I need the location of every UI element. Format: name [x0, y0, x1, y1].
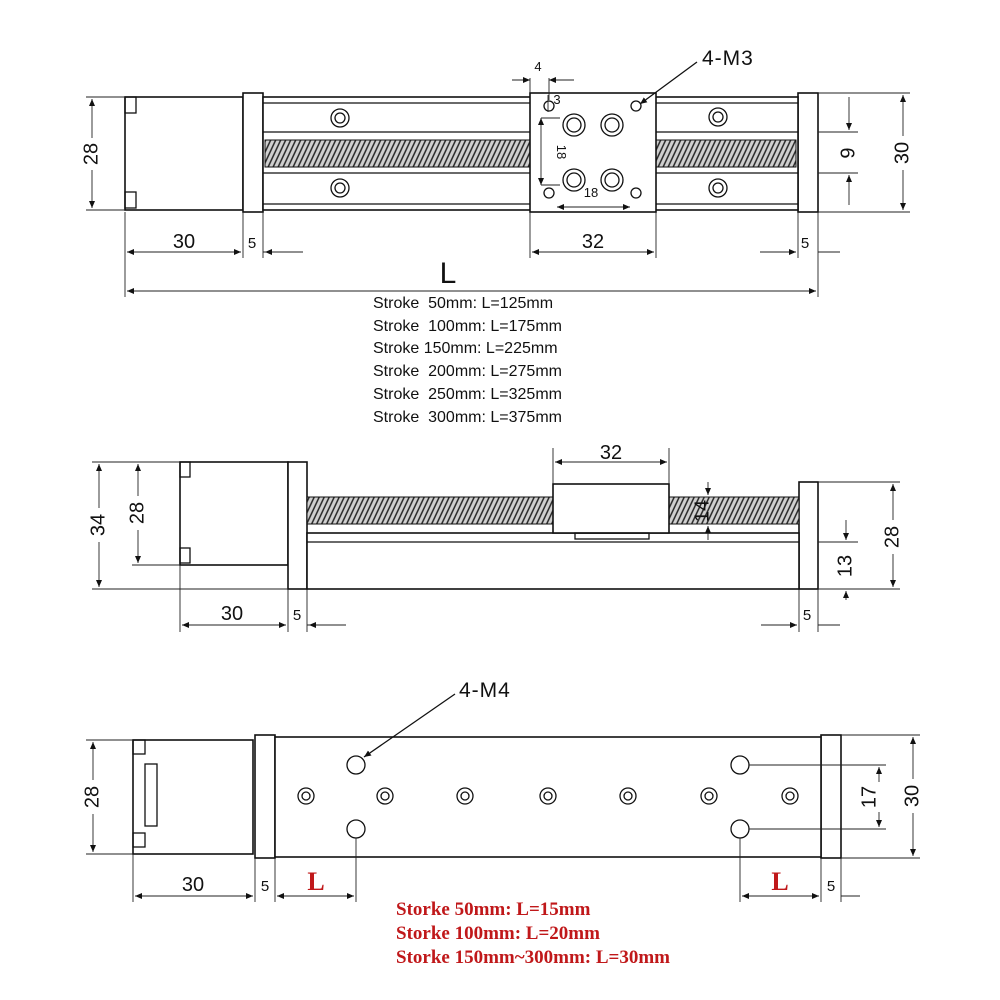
stroke-note: Stroke 50mm: L=125mm	[373, 295, 554, 312]
callout-4-m4: 4-M4	[459, 679, 511, 702]
dim-carriage-width: 32	[581, 231, 605, 253]
dim-offset-left: L	[307, 867, 325, 896]
dim-height-total: 34	[87, 513, 110, 537]
end-plate-left-side	[288, 462, 307, 589]
dim-hole-spacing-v: 18	[554, 144, 569, 160]
dim-end-plate-right: 5	[800, 235, 810, 252]
dim-carriage-width-side: 32	[599, 442, 623, 464]
motor-body	[125, 97, 243, 210]
motor-body-side	[180, 462, 288, 565]
motor-body-bottom	[133, 740, 253, 854]
dim-end-plate-left-bottom: 5	[260, 878, 270, 895]
offset-length-table	[396, 898, 670, 970]
dim-height-right: 30	[891, 141, 914, 165]
dim-height-left: 28	[80, 142, 103, 166]
stroke-length-table	[373, 293, 562, 429]
carriage-side	[553, 484, 669, 533]
stroke-note: Stroke 250mm: L=325mm	[373, 385, 562, 403]
dim-lower-height: 13	[834, 554, 857, 578]
end-plate-left	[243, 93, 263, 212]
dim-hole-offset-x: 4	[534, 59, 542, 74]
dim-motor-length-side: 30	[220, 603, 244, 625]
dim-total-length: L	[439, 257, 457, 290]
dim-motor-length: 30	[172, 231, 196, 253]
dim-motor-length-bottom: 30	[181, 874, 205, 896]
end-plate-right-bottom	[821, 735, 841, 858]
end-plate-left-bottom	[255, 735, 275, 858]
top-view	[80, 47, 915, 297]
dim-end-plate-left: 5	[247, 235, 257, 252]
stroke-note: Stroke 200mm: L=275mm	[373, 363, 562, 381]
dim-height-left-bottom: 28	[81, 785, 104, 809]
dim-height-right-bottom: 30	[901, 784, 924, 808]
callout-4-m3: 4-M3	[702, 47, 754, 70]
dim-hole-spacing-h: 18	[583, 185, 599, 200]
stroke-note: Stroke 150mm: L=225mm	[373, 340, 558, 358]
offset-note: Storke 50mm: L=15mm	[396, 899, 591, 920]
base-plate-bottom	[275, 737, 821, 857]
dim-end-plate-right-side: 5	[802, 607, 812, 624]
dim-right-height-side: 28	[881, 525, 904, 549]
dim-screw-dia: 14	[691, 499, 714, 523]
stroke-note: Stroke 100mm: L=175mm	[373, 317, 562, 335]
bottom-view	[81, 679, 925, 902]
dim-hole-spacing-bottom: 17	[858, 785, 881, 809]
side-view	[87, 442, 905, 632]
dim-end-plate-left-side: 5	[292, 607, 302, 624]
dim-hole-offset-y: 3	[553, 92, 561, 107]
end-plate-right-side	[799, 482, 818, 589]
end-plate-right	[798, 93, 818, 212]
offset-note: Storke 100mm: L=20mm	[396, 923, 600, 944]
offset-note: Storke 150mm~300mm: L=30mm	[396, 947, 670, 968]
stroke-note: Stroke 300mm: L=375mm	[373, 408, 562, 426]
dim-motor-height-side: 28	[126, 501, 149, 525]
dim-end-plate-right-bottom: 5	[826, 878, 836, 895]
dim-rail-gap: 9	[837, 147, 860, 159]
dim-offset-right: L	[771, 867, 789, 896]
